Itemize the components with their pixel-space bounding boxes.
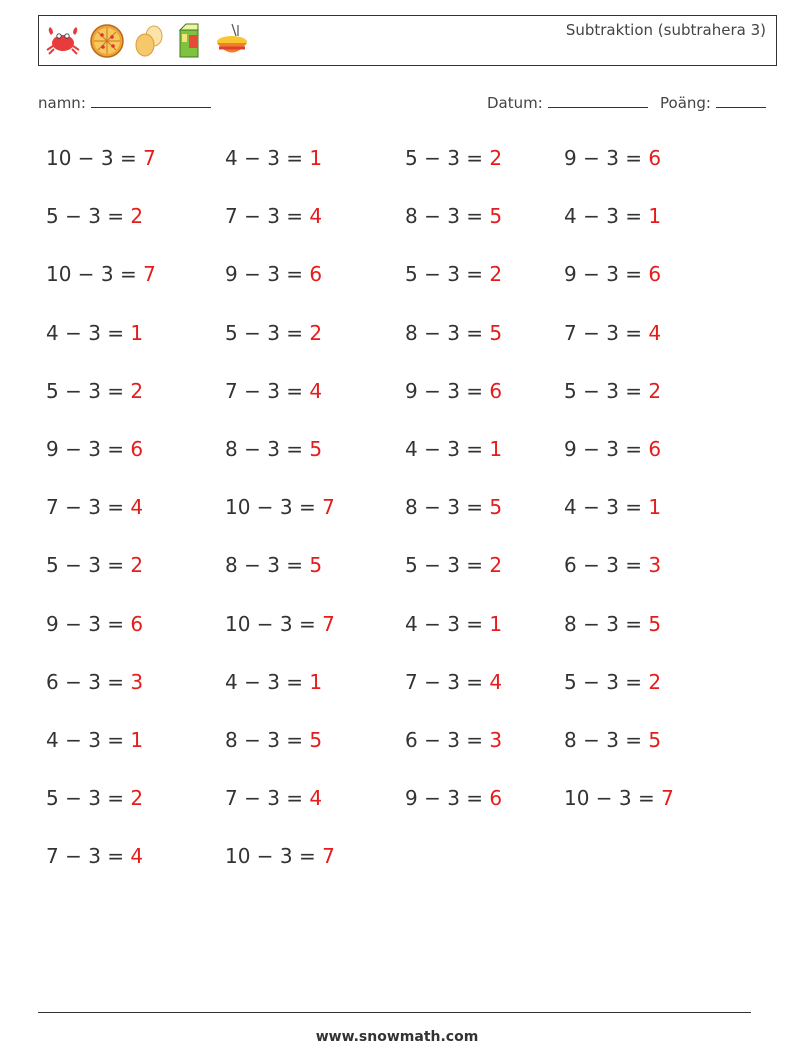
problem-answer: 3	[489, 728, 503, 752]
problem-question: 8 − 3 =	[225, 437, 310, 461]
problem-item	[225, 204, 322, 228]
problem-answer: 3	[648, 553, 662, 578]
problem-answer: 2	[489, 146, 503, 170]
problem-item	[564, 670, 661, 694]
problem-question: 4 − 3 =	[225, 669, 310, 694]
problem-answer: 1	[648, 204, 662, 229]
problem-answer: 1	[309, 669, 323, 694]
problem-question: 4 − 3 =	[564, 204, 649, 229]
date-label: Datum:	[487, 94, 543, 112]
problem-answer: 2	[130, 553, 144, 578]
problem-answer: 4	[130, 844, 144, 869]
header-icons	[44, 22, 252, 60]
problem-item	[564, 262, 661, 286]
problem-question: 4 − 3 =	[405, 611, 490, 636]
problem-question: 4 − 3 =	[564, 495, 649, 520]
problem-item	[564, 204, 661, 228]
crab-icon	[44, 22, 82, 60]
problem-answer: 4	[309, 786, 323, 811]
problem-answer: 2	[489, 262, 503, 287]
problem-question: 6 − 3 =	[564, 553, 649, 578]
problem-item	[564, 786, 674, 810]
problem-answer: 6	[309, 262, 323, 287]
problem-answer: 1	[130, 320, 144, 345]
problem-question: 9 − 3 =	[564, 437, 649, 461]
problem-answer: 6	[489, 378, 503, 403]
worksheet-header	[38, 15, 777, 66]
eggs-icon	[132, 22, 166, 60]
problem-item	[225, 146, 322, 170]
problem-question: 7 − 3 =	[225, 204, 310, 229]
problem-item	[225, 844, 335, 868]
juice-carton-icon	[172, 22, 206, 60]
problem-question: 5 − 3 =	[564, 669, 649, 694]
problem-question: 10 − 3 =	[225, 844, 323, 869]
problem-answer: 1	[309, 146, 323, 170]
problem-item	[564, 437, 661, 461]
problem-item	[405, 204, 502, 228]
problem-question: 5 − 3 =	[46, 204, 131, 229]
score-line[interactable]	[716, 93, 766, 108]
date-line[interactable]	[548, 93, 648, 108]
problem-item	[405, 786, 502, 810]
problem-answer: 1	[130, 728, 144, 752]
problem-item	[225, 495, 335, 519]
problem-answer: 7	[322, 844, 335, 869]
problem-item	[405, 262, 502, 286]
problem-item	[405, 437, 502, 461]
problem-question: 7 − 3 =	[46, 495, 131, 520]
problem-answer: 2	[130, 378, 144, 403]
name-line[interactable]	[91, 93, 211, 108]
problem-answer: 4	[648, 320, 662, 345]
problem-question: 4 − 3 =	[405, 437, 490, 461]
problem-answer: 6	[648, 262, 662, 287]
problem-answer: 7	[322, 611, 335, 636]
name-label: namn:	[38, 94, 86, 112]
problem-item	[405, 495, 502, 519]
problem-item	[46, 495, 143, 519]
problem-question: 5 − 3 =	[405, 262, 490, 287]
problem-question: 7 − 3 =	[46, 844, 131, 869]
problem-answer: 4	[309, 378, 323, 403]
footer-divider	[38, 1012, 751, 1013]
problem-question: 10 − 3 =	[46, 146, 144, 170]
problem-answer: 6	[130, 437, 144, 461]
problem-item	[46, 844, 143, 868]
problem-item	[564, 553, 661, 577]
problem-question: 10 − 3 =	[46, 262, 144, 287]
problem-answer: 2	[648, 669, 662, 694]
problem-question: 4 − 3 =	[46, 728, 131, 752]
problem-item	[405, 379, 502, 403]
problem-item	[405, 553, 502, 577]
problem-question: 4 − 3 =	[46, 320, 131, 345]
problem-item	[225, 262, 322, 286]
problem-answer: 1	[489, 611, 503, 636]
problem-answer: 3	[130, 669, 144, 694]
problem-item	[225, 379, 322, 403]
problem-answer: 4	[489, 669, 503, 694]
problem-item	[225, 728, 322, 752]
problem-answer: 4	[309, 204, 323, 229]
problem-item	[46, 670, 143, 694]
problem-question: 7 − 3 =	[225, 378, 310, 403]
problem-question: 4 − 3 =	[225, 146, 310, 170]
problem-item	[46, 204, 143, 228]
problem-answer: 7	[661, 786, 674, 811]
problem-answer: 4	[130, 495, 144, 520]
problem-answer: 7	[143, 262, 156, 287]
noodle-bowl-icon	[212, 22, 252, 60]
problem-answer: 6	[130, 611, 144, 636]
problem-question: 5 − 3 =	[46, 786, 131, 811]
problem-answer: 5	[309, 553, 323, 578]
problem-answer: 6	[648, 146, 662, 170]
problem-item	[225, 553, 322, 577]
problem-question: 8 − 3 =	[225, 553, 310, 578]
problem-item	[225, 321, 322, 345]
problem-question: 5 − 3 =	[225, 320, 310, 345]
problem-item	[405, 612, 502, 636]
problem-answer: 5	[309, 728, 323, 752]
problem-item	[564, 321, 661, 345]
problem-item	[46, 728, 143, 752]
problem-answer: 5	[648, 611, 662, 636]
worksheet-title: Subtraktion (subtrahera 3)	[565, 21, 766, 39]
problem-item	[46, 321, 143, 345]
problem-question: 5 − 3 =	[46, 553, 131, 578]
problem-item	[564, 728, 661, 752]
problem-answer: 5	[309, 437, 323, 461]
problem-answer: 5	[489, 204, 503, 229]
problem-question: 8 − 3 =	[405, 320, 490, 345]
problem-question: 7 − 3 =	[405, 669, 490, 694]
problem-answer: 2	[309, 320, 323, 345]
problem-question: 8 − 3 =	[564, 728, 649, 752]
problem-question: 5 − 3 =	[405, 146, 490, 170]
problem-question: 8 − 3 =	[405, 495, 490, 520]
problem-answer: 5	[648, 728, 662, 752]
problem-item	[225, 670, 322, 694]
problem-item	[225, 437, 322, 461]
problem-item	[564, 146, 661, 170]
problem-answer: 1	[489, 437, 503, 461]
problem-question: 5 − 3 =	[46, 378, 131, 403]
problem-item	[564, 495, 661, 519]
problem-answer: 6	[648, 437, 662, 461]
problem-answer: 2	[648, 378, 662, 403]
problem-question: 6 − 3 =	[46, 669, 131, 694]
problem-question: 9 − 3 =	[46, 611, 131, 636]
problem-item	[46, 437, 143, 461]
problem-question: 10 − 3 =	[225, 495, 323, 520]
problem-answer: 1	[648, 495, 662, 520]
problem-answer: 7	[322, 495, 335, 520]
problem-question: 7 − 3 =	[564, 320, 649, 345]
footer-url: www.snowmath.com	[315, 1029, 479, 1045]
date-field[interactable]	[487, 93, 648, 112]
problem-item	[225, 612, 335, 636]
problem-item	[564, 612, 661, 636]
problem-question: 9 − 3 =	[46, 437, 131, 461]
problem-item	[46, 553, 143, 577]
problem-item	[405, 728, 502, 752]
problem-item	[46, 786, 143, 810]
name-field[interactable]	[38, 93, 211, 112]
problem-question: 6 − 3 =	[405, 728, 490, 752]
problem-question: 9 − 3 =	[225, 262, 310, 287]
problem-answer: 6	[489, 786, 503, 811]
problem-answer: 2	[489, 553, 503, 578]
problem-item	[405, 670, 502, 694]
problem-answer: 2	[130, 204, 144, 229]
problem-question: 9 − 3 =	[564, 146, 649, 170]
problem-answer: 7	[143, 146, 156, 170]
problem-question: 8 − 3 =	[225, 728, 310, 752]
problem-item	[46, 262, 156, 286]
problem-item	[405, 321, 502, 345]
problem-answer: 2	[130, 786, 144, 811]
problem-question: 9 − 3 =	[405, 378, 490, 403]
problem-question: 9 − 3 =	[405, 786, 490, 811]
problem-question: 7 − 3 =	[225, 786, 310, 811]
problem-question: 5 − 3 =	[564, 378, 649, 403]
problem-answer: 5	[489, 495, 503, 520]
problem-item	[46, 379, 143, 403]
problem-item	[46, 612, 143, 636]
pizza-icon	[88, 22, 126, 60]
problem-question: 8 − 3 =	[405, 204, 490, 229]
problem-item	[46, 146, 156, 170]
problem-answer: 5	[489, 320, 503, 345]
problem-item	[564, 379, 661, 403]
problem-item	[405, 146, 502, 170]
problem-question: 5 − 3 =	[405, 553, 490, 578]
problem-question: 10 − 3 =	[225, 611, 323, 636]
problem-item	[225, 786, 322, 810]
problem-question: 9 − 3 =	[564, 262, 649, 287]
score-field[interactable]	[660, 93, 766, 112]
score-label: Poäng:	[660, 94, 711, 112]
problem-question: 8 − 3 =	[564, 611, 649, 636]
problem-question: 10 − 3 =	[564, 786, 662, 811]
